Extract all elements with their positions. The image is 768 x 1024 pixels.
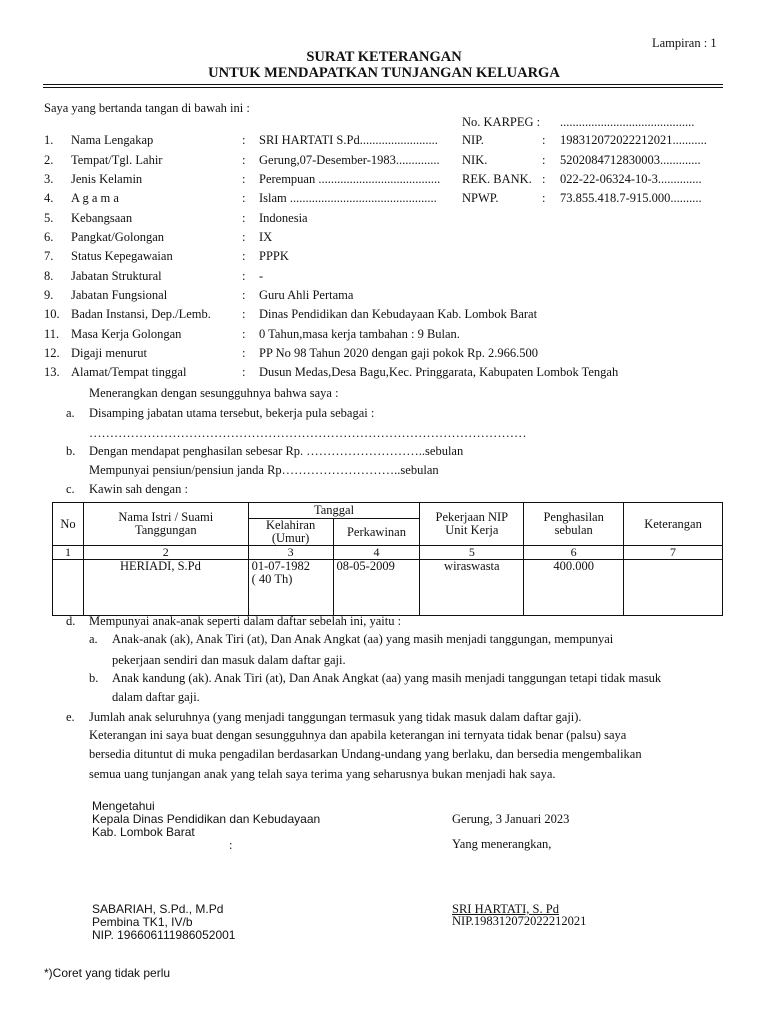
field-colon: : bbox=[242, 307, 246, 321]
col-header-occupation: Pekerjaan NIP Unit Kerja bbox=[420, 503, 524, 546]
index-cell: 6 bbox=[524, 546, 624, 560]
footnote: *)Coret yang tidak perlu bbox=[44, 966, 171, 980]
item-d-letter: d. bbox=[66, 614, 76, 628]
col-header-birth: Kelahiran (Umur) bbox=[248, 519, 333, 546]
item-c-letter: c. bbox=[66, 482, 75, 496]
field-colon: : bbox=[242, 230, 246, 244]
item-d-b-line1: Anak kandung (ak). Anak Tiri (at), Dan Anak Angkat (aa) yang masih menjadi tanggungan tetapi tidak masuk bbox=[112, 671, 662, 685]
field-colon: : bbox=[242, 191, 246, 205]
intro-text: Saya yang bertanda tangan di bawah ini : bbox=[44, 101, 250, 115]
item-e-letter: e. bbox=[66, 710, 75, 724]
field-number: 5. bbox=[44, 211, 54, 225]
field-colon: : bbox=[242, 327, 246, 341]
index-cell: 5 bbox=[420, 546, 524, 560]
field-label: Alamat/Tempat tinggal bbox=[71, 365, 187, 379]
field-right-colon: : bbox=[542, 153, 546, 167]
field-number: 4. bbox=[44, 191, 54, 205]
official-nip: NIP. 196606111986052001 bbox=[92, 928, 236, 942]
field-value: Perempuan ....................................... bbox=[259, 172, 441, 186]
item-b-line2: Mempunyai pensiun/pensiun janda Rp………………………..sebulan bbox=[89, 463, 439, 477]
item-a-letter: a. bbox=[66, 406, 75, 420]
field-value: SRI HARTATI S.Pd......................... bbox=[259, 133, 438, 147]
item-d-a-line2: pekerjaan sendiri dan masuk dalam daftar gaji. bbox=[112, 653, 346, 667]
field-label: Jabatan Fungsional bbox=[71, 288, 168, 302]
field-row bbox=[44, 327, 734, 345]
table-index-row bbox=[53, 546, 723, 560]
declarant-nip: NIP.198312072022212021 bbox=[452, 914, 587, 928]
item-d-a-line1: Anak-anak (ak), Anak Tiri (at), Dan Anak Angkat (aa) yang masih menjadi tanggungan, mempunyai bbox=[112, 632, 614, 646]
cell-spouse-name: HERIADI, S.Pd bbox=[83, 560, 248, 616]
field-value: Indonesia bbox=[259, 211, 308, 225]
field-value: IX bbox=[259, 230, 273, 244]
cell-no bbox=[53, 560, 84, 616]
field-colon: : bbox=[242, 365, 246, 379]
sign-left-colon: : bbox=[229, 838, 233, 852]
item-c-text: Kawin sah dengan : bbox=[89, 482, 188, 496]
field-row bbox=[44, 211, 734, 229]
attachment-label: Lampiran : 1 bbox=[652, 36, 717, 50]
field-right-label: NIP. bbox=[462, 133, 484, 147]
field-right-colon: : bbox=[542, 191, 546, 205]
field-value: Guru Ahli Pertama bbox=[259, 288, 354, 302]
declaration-text: Menerangkan dengan sesungguhnya bahwa saya : bbox=[89, 386, 339, 400]
cell-income: 400.000 bbox=[524, 560, 624, 616]
field-colon: : bbox=[242, 172, 246, 186]
field-value: Gerung,07-Desember-1983.............. bbox=[259, 153, 440, 167]
field-right-label: REK. BANK. bbox=[462, 172, 532, 186]
item-d-a-letter: a. bbox=[89, 632, 98, 646]
field-colon: : bbox=[242, 249, 246, 263]
statement-line3: bersedia dituntut di muka pengadilan berdasarkan Undang-undang yang berlaku, dan bersedia mengembalikan bbox=[89, 747, 642, 761]
official-rank: Pembina TK1, IV/b bbox=[92, 915, 193, 929]
col-header-marriage: Perkawinan bbox=[333, 519, 420, 546]
field-label: Masa Kerja Golongan bbox=[71, 327, 182, 341]
index-cell: 2 bbox=[83, 546, 248, 560]
table-row bbox=[53, 560, 723, 616]
cell-birth-date: 01-07-1982 bbox=[251, 559, 310, 573]
field-row bbox=[44, 249, 734, 267]
field-label: Status Kepegawaian bbox=[71, 249, 173, 263]
field-right-value: 198312072022212021........... bbox=[560, 133, 707, 147]
sign-left-office: Kepala Dinas Pendidikan dan Kebudayaan bbox=[92, 812, 321, 826]
spouse-table bbox=[52, 502, 723, 616]
field-value: Dusun Medas,Desa Bagu,Kec. Pringgarata, Kabupaten Lombok Tengah bbox=[259, 365, 619, 379]
field-value: 0 Tahun,masa kerja tambahan : 9 Bulan. bbox=[259, 327, 460, 341]
item-a-dots: …………………………………………………………………………………………… bbox=[89, 426, 527, 440]
official-name: SABARIAH, S.Pd., M.Pd bbox=[92, 902, 224, 916]
cell-marriage-date: 08-05-2009 bbox=[333, 560, 420, 616]
field-number: 9. bbox=[44, 288, 54, 302]
field-row bbox=[44, 346, 734, 364]
item-e-line1: Jumlah anak seluruhnya (yang menjadi tanggungan termasuk yang tidak masuk dalam daftar gaji). bbox=[89, 710, 582, 724]
field-number: 12. bbox=[44, 346, 60, 360]
document-title: SURAT KETERANGAN bbox=[306, 49, 462, 65]
field-row bbox=[44, 172, 734, 190]
field-row bbox=[44, 230, 734, 248]
field-colon: : bbox=[242, 346, 246, 360]
field-value: Dinas Pendidikan dan Kebudayaan Kab. Lombok Barat bbox=[259, 307, 538, 321]
col-header-date: Tanggal bbox=[248, 503, 420, 519]
karpeg-label: No. KARPEG : bbox=[462, 115, 541, 129]
field-colon: : bbox=[242, 288, 246, 302]
field-number: 3. bbox=[44, 172, 54, 186]
cell-remarks bbox=[624, 560, 723, 616]
field-right-colon: : bbox=[542, 172, 546, 186]
item-d-text: Mempunyai anak-anak seperti dalam daftar sebelah ini, yaitu : bbox=[89, 614, 402, 628]
field-label: Badan Instansi, Dep./Lemb. bbox=[71, 307, 211, 321]
col-header-name: Nama Istri / Suami Tanggungan bbox=[83, 503, 248, 546]
item-b-line1: Dengan mendapat penghasilan sebesar Rp. ………………………..sebulan bbox=[89, 444, 464, 458]
field-right-value: 73.855.418.7-915.000.......... bbox=[560, 191, 702, 205]
title-rule-top bbox=[43, 84, 723, 85]
field-label: Nama Lengakap bbox=[71, 133, 154, 147]
item-a-text: Disamping jabatan utama tersebut, bekerja pula sebagai : bbox=[89, 406, 375, 420]
cell-birth-age: ( 40 Th) bbox=[251, 572, 293, 586]
field-right-label: NIK. bbox=[462, 153, 488, 167]
field-label: Pangkat/Golongan bbox=[71, 230, 165, 244]
field-row bbox=[44, 191, 734, 209]
field-row bbox=[44, 153, 734, 171]
index-cell: 3 bbox=[248, 546, 333, 560]
field-value: Islam ............................................... bbox=[259, 191, 437, 205]
index-cell: 1 bbox=[53, 546, 84, 560]
sign-date: Gerung, 3 Januari 2023 bbox=[452, 812, 570, 826]
col-header-income: Penghasilan sebulan bbox=[524, 503, 624, 546]
table-header-row bbox=[53, 503, 723, 519]
field-right-label: NPWP. bbox=[462, 191, 499, 205]
field-number: 2. bbox=[44, 153, 54, 167]
declarant-name: SRI HARTATI, S. Pd bbox=[452, 902, 559, 916]
col-header-remarks: Keterangan bbox=[624, 503, 723, 546]
karpeg-value: ........................................... bbox=[560, 115, 695, 129]
col-header-no: No bbox=[53, 503, 84, 546]
item-d-b-letter: b. bbox=[89, 671, 99, 685]
field-value: PP No 98 Tahun 2020 dengan gaji pokok Rp. 2.966.500 bbox=[259, 346, 538, 360]
field-right-value: 5202084712830003............. bbox=[560, 153, 701, 167]
field-right-value: 022-22-06324-10-3.............. bbox=[560, 172, 702, 186]
statement-line2: Keterangan ini saya buat dengan sesungguhnya dan apabila keterangan ini ternyata tidak benar (palsu) saya bbox=[89, 728, 627, 742]
cell-birth bbox=[248, 560, 333, 616]
field-colon: : bbox=[242, 153, 246, 167]
item-d-b-line2: dalam daftar gaji. bbox=[112, 690, 200, 704]
field-colon: : bbox=[242, 269, 246, 283]
sign-right-heading: Yang menerangkan, bbox=[452, 837, 552, 851]
field-number: 11. bbox=[44, 327, 60, 341]
field-label: Tempat/Tgl. Lahir bbox=[71, 153, 163, 167]
field-label: A g a m a bbox=[71, 191, 119, 205]
field-value: PPPK bbox=[259, 249, 289, 263]
field-row bbox=[44, 269, 734, 287]
sign-left-heading: Mengetahui bbox=[92, 799, 155, 813]
sign-left-region: Kab. Lombok Barat bbox=[92, 825, 195, 839]
field-colon: : bbox=[242, 133, 246, 147]
field-label: Jabatan Struktural bbox=[71, 269, 162, 283]
field-value: - bbox=[259, 269, 264, 283]
field-number: 10. bbox=[44, 307, 60, 321]
statement-line4: semua uang tunjangan anak yang telah saya terima yang seharusnya bukan menjadi hak saya. bbox=[89, 767, 556, 781]
field-row bbox=[44, 133, 734, 151]
field-row bbox=[44, 307, 734, 325]
field-row bbox=[44, 365, 734, 383]
field-number: 1. bbox=[44, 133, 54, 147]
field-row bbox=[44, 288, 734, 306]
index-cell: 4 bbox=[333, 546, 420, 560]
item-b-letter: b. bbox=[66, 444, 76, 458]
field-number: 7. bbox=[44, 249, 54, 263]
field-number: 13. bbox=[44, 365, 60, 379]
document-subtitle: UNTUK MENDAPATKAN TUNJANGAN KELUARGA bbox=[208, 65, 560, 81]
field-label: Digaji menurut bbox=[71, 346, 148, 360]
index-cell: 7 bbox=[624, 546, 723, 560]
field-number: 6. bbox=[44, 230, 54, 244]
field-label: Jenis Kelamin bbox=[71, 172, 143, 186]
title-rule-bottom bbox=[43, 87, 723, 88]
field-colon: : bbox=[242, 211, 246, 225]
field-number: 8. bbox=[44, 269, 54, 283]
field-right-colon: : bbox=[542, 133, 546, 147]
field-label: Kebangsaan bbox=[71, 211, 133, 225]
cell-occupation: wiraswasta bbox=[420, 560, 524, 616]
